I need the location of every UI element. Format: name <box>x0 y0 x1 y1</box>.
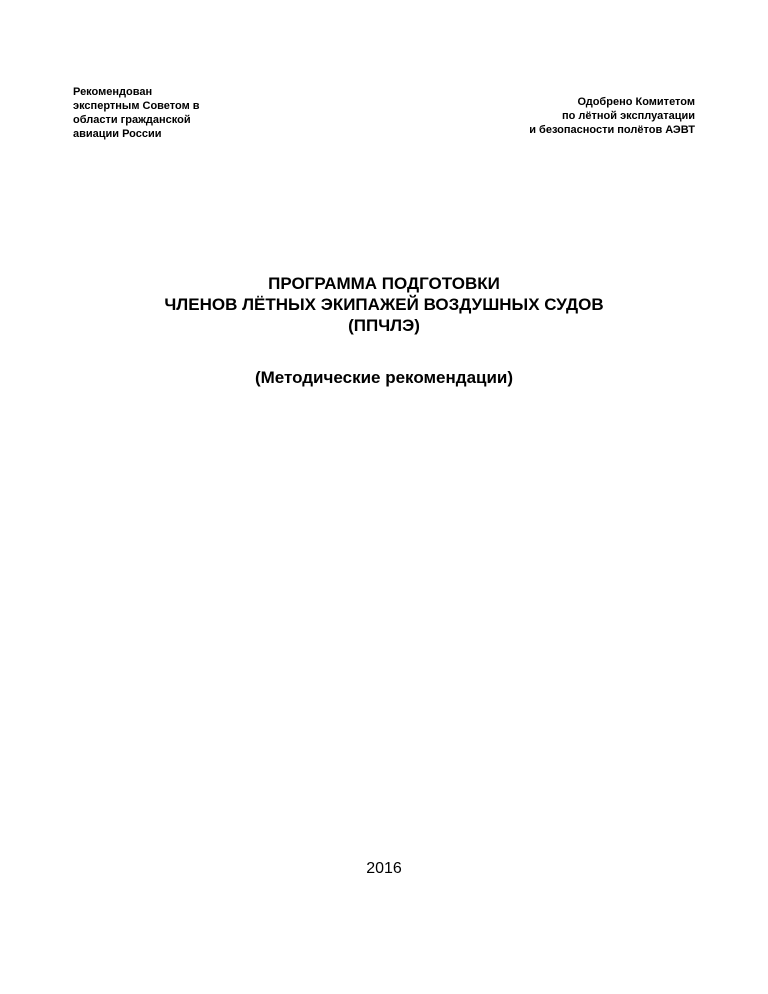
approved-line-3: и безопасности полётов АЭВТ <box>529 124 695 136</box>
approved-by-block <box>435 95 695 137</box>
recommended-line-4: авиации России <box>73 128 162 140</box>
approved-line-1: Одобрено Комитетом <box>577 96 695 108</box>
document-subtitle: (Методические рекомендации) <box>254 368 514 387</box>
approved-line-2: по лётной эксплуатации <box>561 110 695 122</box>
document-year: 2016 <box>366 860 402 877</box>
recommended-by-block <box>73 85 273 141</box>
recommended-line-2: экспертным Советом в <box>73 100 200 112</box>
recommended-line-3: области гражданской <box>73 114 191 126</box>
title-line-1: ПРОГРАММА ПОДГОТОВКИ <box>268 274 500 293</box>
title-line-2: ЧЛЕНОВ ЛЁТНЫХ ЭКИПАЖЕЙ ВОЗДУШНЫХ СУДОВ <box>164 295 604 314</box>
title-line-3: (ППЧЛЭ) <box>348 316 420 335</box>
document-title <box>0 273 768 336</box>
recommended-line-1: Рекомендован <box>73 86 153 98</box>
